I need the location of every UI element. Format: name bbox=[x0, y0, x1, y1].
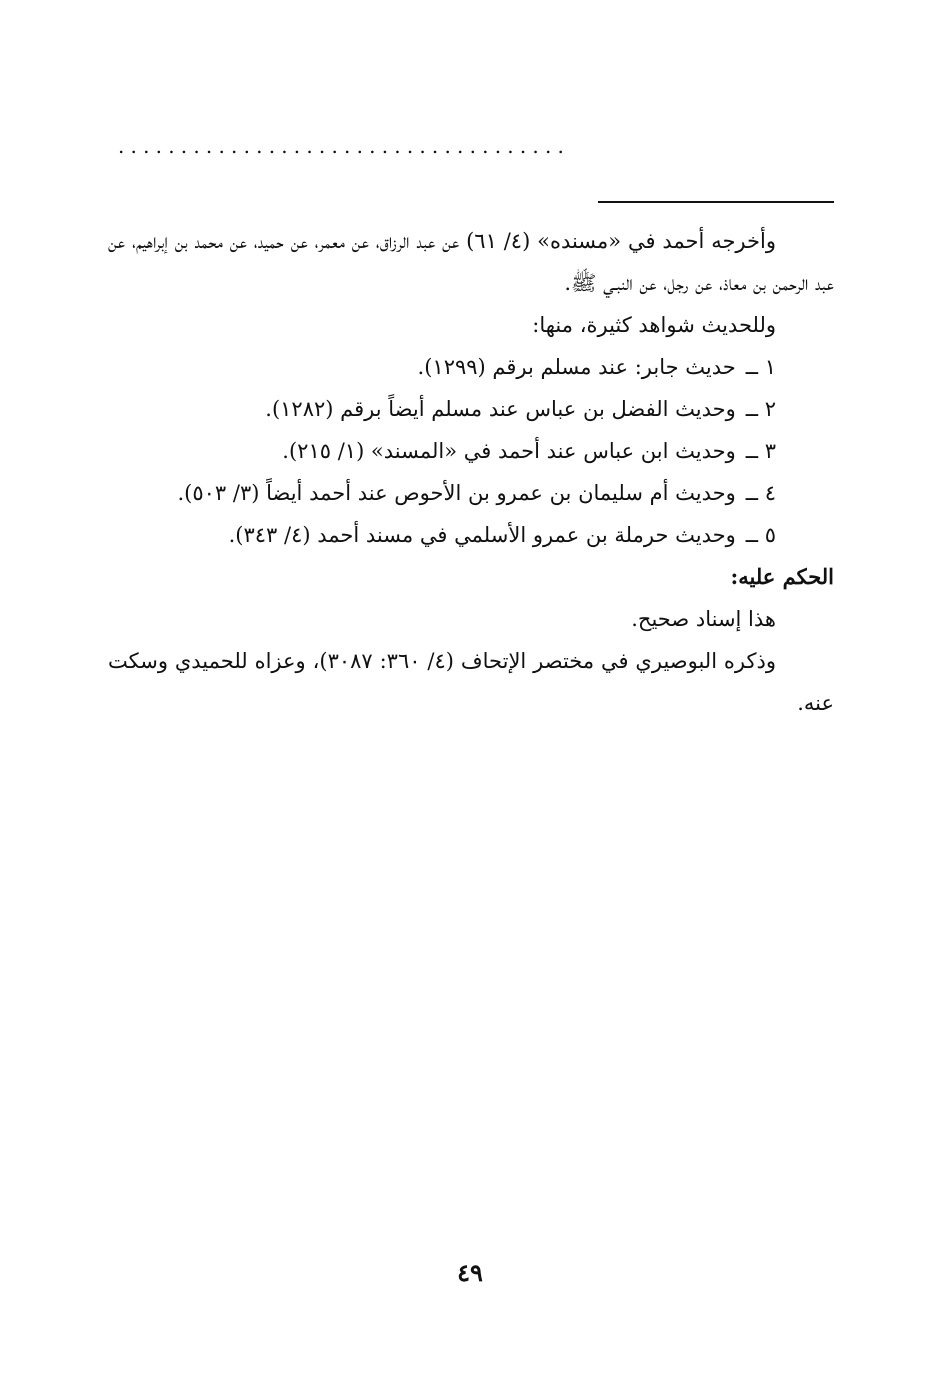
list-item bbox=[108, 346, 834, 388]
list-item bbox=[108, 388, 834, 430]
list-item-number: ٢ ــ bbox=[745, 397, 776, 421]
paragraph-busiri: وذكره البوصيري في مختصر الإتحاف (٤/ ٣٦٠: ٣٠٨٧)، وعزاه للحميدي وسكت عنه. bbox=[108, 649, 834, 715]
list-item-text: وحديث أم سليمان بن عمرو بن الأحوص عند أحمد أيضاً (٣/ ٥٠٣). bbox=[177, 481, 736, 505]
list-item-text: وحديث الفضل بن عباس عند مسلم أيضاً برقم (١٢٨٢). bbox=[265, 397, 736, 421]
list-item-number: ٥ ــ bbox=[745, 523, 776, 547]
paragraph-shawahid-intro: وللحديث شواهد كثيرة، منها: bbox=[532, 313, 776, 337]
list-item-number: ١ ــ bbox=[745, 355, 776, 379]
list-item-text: وحديث ابن عباس عند أحمد في «المسند» (١/ ٢١٥). bbox=[282, 439, 736, 463]
footnote-rule bbox=[598, 201, 834, 203]
list-item-text: حديث جابر: عند مسلم برقم (١٢٩٩). bbox=[417, 355, 736, 379]
page-number: ٤٩ bbox=[457, 1258, 483, 1287]
list-item-number: ٤ ــ bbox=[745, 481, 776, 505]
list-item-text: وحديث حرملة بن عمرو الأسلمي في مسند أحمد (٤/ ٣٤٣). bbox=[228, 523, 736, 547]
paragraph-takhrij: وأخرجه أحمد في «مسنده» (٤/ ٦١) عن عبد الرزاق، عن معمر، عن حميد، عن محمد بن إبراهيم، عن عبد الرحمن بن معاذ، عن رجل، عن النبـي ﷺ. bbox=[108, 229, 834, 295]
list-item-number: ٣ ــ bbox=[745, 439, 776, 463]
page-text bbox=[108, 220, 834, 724]
section-heading: الحكم عليه: bbox=[730, 564, 834, 589]
paragraph-ruling: هذا إسناد صحيح. bbox=[631, 607, 776, 631]
list-item bbox=[108, 514, 834, 556]
list-item bbox=[108, 472, 834, 514]
list-item bbox=[108, 430, 834, 472]
dotted-separator: .................................... bbox=[118, 136, 571, 156]
